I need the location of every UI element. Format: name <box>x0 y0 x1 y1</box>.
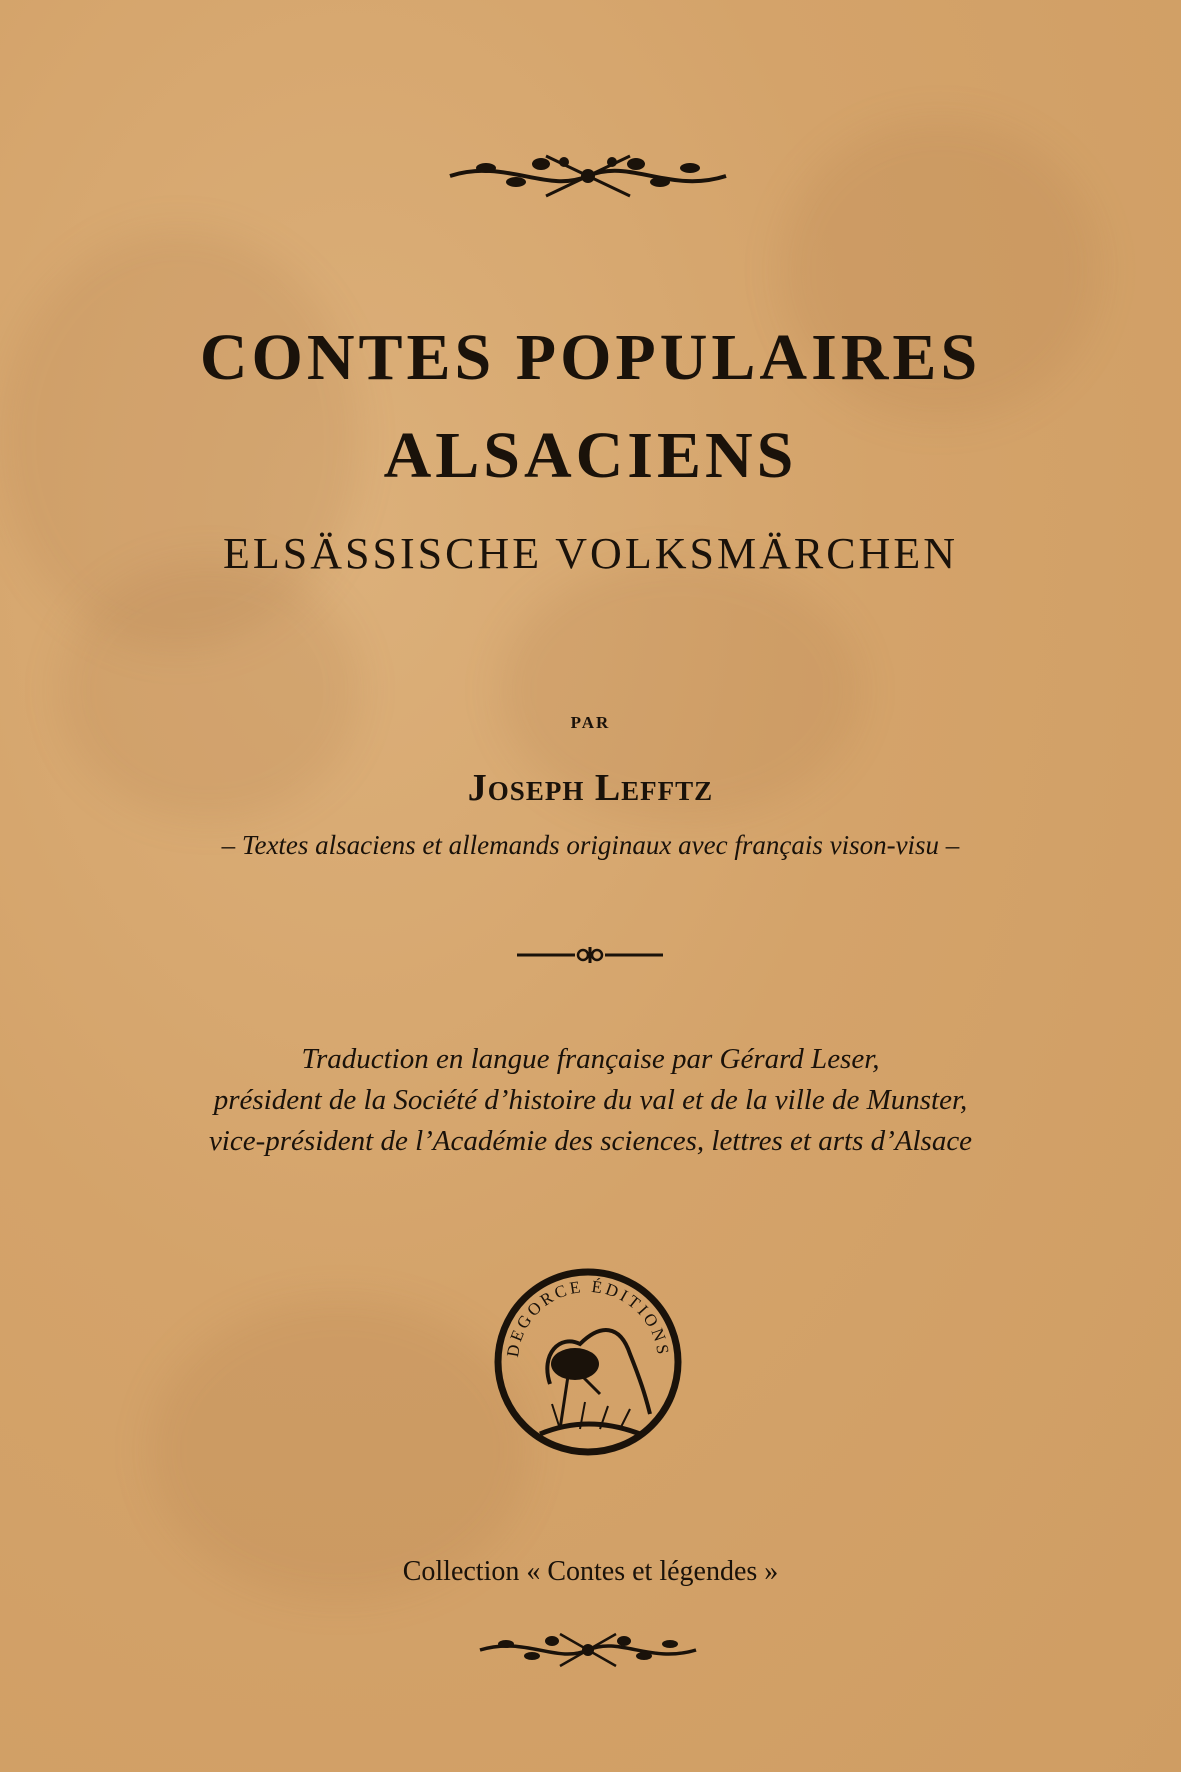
divider-ornament <box>515 944 665 966</box>
description: – Textes alsaciens et allemands originaux avec français vison-visu – <box>221 830 960 860</box>
translation-line-3: vice-président de l’Académie des sciences, lettres et arts d’Alsace <box>208 1125 973 1157</box>
book-subtitle: ELSÄSSISCHE VOLKSMÄRCHEN <box>223 529 958 578</box>
bottom-floral-ornament <box>476 1628 700 1672</box>
author-name: Joseph Lefftz <box>467 767 714 809</box>
translation-line-1: Traduction en langue française par Gérard Leser, <box>301 1043 880 1075</box>
publisher-logo <box>490 1264 686 1460</box>
paper-stain <box>150 1300 530 1600</box>
book-title-line2: ALSACIENS <box>383 419 798 492</box>
top-floral-ornament <box>446 148 730 204</box>
svg-text:DEGORCE ÉDITIONS: DEGORCE ÉDITIONS <box>502 1276 673 1359</box>
book-title-line1: CONTES POPULAIRES <box>199 321 982 394</box>
collection-name: Collection « Contes et légendes » <box>402 1556 779 1587</box>
translation-line-2: président de la Société d’histoire du val et de la ville de Munster, <box>213 1084 968 1116</box>
by-label: par <box>570 708 611 734</box>
